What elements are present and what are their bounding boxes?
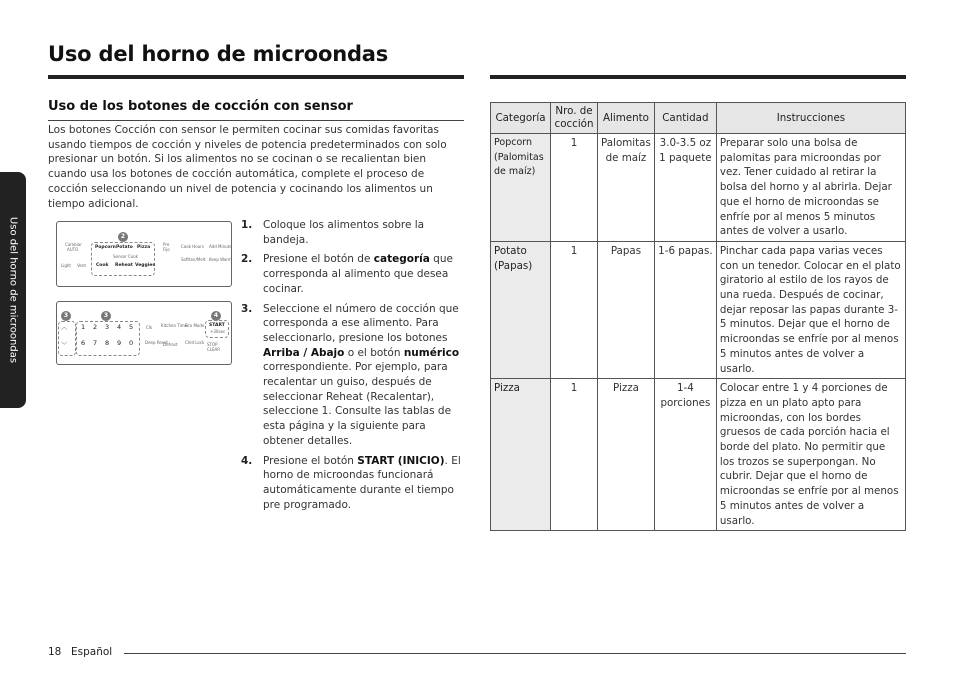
chevron-up-icon: ︿ — [61, 323, 68, 331]
digit-8: 8 — [105, 339, 110, 347]
panel-label: Cook Hours — [181, 244, 204, 249]
control-panel-illustration-sensor — [56, 221, 232, 287]
table-header-row — [491, 103, 906, 134]
step-keyword: categoría — [373, 253, 430, 266]
footer-rule — [124, 653, 906, 654]
panel-label: Chld Lock — [185, 340, 205, 345]
panel-label: Clk — [146, 325, 153, 330]
page-number: 18 — [48, 646, 62, 658]
digit-9: 9 — [117, 339, 122, 347]
step-text: Presione el botón — [263, 454, 358, 467]
header-alimento: Alimento — [598, 103, 655, 134]
cell-categoria: Potato (Papas) — [491, 241, 551, 378]
cell-instrucciones: Pinchar cada papa varias veces con un tenedor. Colocar en el plato giratorio al estilo de los rayos de una rueda. Después de cocinar, dejar reposar las papas durante 3-5 minutos. Dejar que el horno de microondas se enfríe por al menos 5 minutos antes de volver a usarlo. — [716, 241, 905, 378]
table-row — [491, 379, 906, 531]
cell-alimento: Palomitas de maíz — [598, 134, 655, 242]
step-text: . El horno de microondas funcionará automáticamente durante el tiempo pre programado. — [263, 454, 461, 511]
panel-label: Keep Warm — [209, 257, 232, 262]
cell-instrucciones: Colocar entre 1 y 4 porciones de pizza en un plato apto para microondas, con los bordes gruesos de cada porción hacia el borde del plato. No permitir que los trozos se superpongan. No cubrir. Dejar que el horno de microondas se enfríe por al menos 5 minutos antes de volver a usarlo. — [716, 379, 905, 531]
pizza-button: Pizza — [137, 245, 151, 250]
section-divider — [48, 120, 464, 121]
step-text: Seleccione el número de cocción que corresponda a ese alimento. Para seleccionarlo, presione los botones — [263, 302, 459, 344]
title-rule-right — [490, 75, 906, 79]
title-rule-left — [48, 75, 464, 79]
digit-1: 1 — [81, 323, 86, 331]
step-text: Presione el botón de — [263, 253, 374, 266]
cell-nro: 1 — [551, 379, 598, 531]
cell-categoria: Pizza — [491, 379, 551, 531]
step-number: 1. — [241, 219, 253, 231]
cooking-table — [490, 102, 906, 531]
page-title: Uso del horno de microondas — [48, 42, 389, 66]
digit-4: 4 — [117, 323, 122, 331]
section-heading: Uso de los botones de cocción con sensor — [48, 99, 353, 114]
panel-label: Vent — [77, 263, 86, 268]
panel-label: Softten/Melt — [181, 257, 206, 262]
cell-instrucciones: Preparar solo una bolsa de palomitas para microondas por vez. Tener cuidado al retirar la bolsa del horno y al abrirla. Dejar que el horno de microondas se enfríe por al menos 5 minutos antes de volver a usarlo. — [716, 134, 905, 242]
table-row — [491, 134, 906, 242]
callout-3: 3 — [61, 311, 71, 321]
panel-label: Deep Reset — [145, 340, 168, 345]
cell-cantidad: 1-4 porciones — [654, 379, 716, 531]
digit-5: 5 — [129, 323, 134, 331]
step-keyword: Arriba / Abajo — [263, 346, 345, 359]
digit-3: 3 — [105, 323, 110, 331]
step-text: o el botón — [344, 346, 404, 359]
steps-list — [241, 218, 463, 517]
popcorn-button: Popcorn — [95, 245, 116, 250]
step-text: Coloque los alimentos sobre la bandeja. — [263, 219, 425, 246]
step-keyword: numérico — [403, 346, 460, 359]
intro-paragraph: Los botones Cocción con sensor le permiten cocinar sus comidas favoritas usando tiempos de cocción y niveles de potencia predeterminados con solo presionar un botón. Si los alimentos no se cocinan o se recalientan bien cuando usa los botones de cocción automática, complete el proceso de cocción seleccionando un nivel de potencia y cocinando los alimentos un tiempo adicional. — [48, 124, 447, 210]
panel-label: Fijo — [163, 247, 170, 252]
cell-nro: 1 — [551, 241, 598, 378]
step-text: correspondiente. Por ejemplo, para recalentar un guiso, después de seleccionar Reheat (Recalentar), seleccione 1. Consulte las tablas de esta página y la siguiente para obtener detalles. — [263, 361, 452, 447]
digit-0: 0 — [129, 339, 134, 347]
panel-label: Eco Mode — [185, 323, 205, 328]
footer-language: Español — [71, 646, 113, 658]
header-nro-coccion: Nro. de cocción — [551, 103, 598, 134]
panel-label: Add Minute — [209, 244, 232, 249]
step-text: que corresponda al alimento que desea cocinar. — [263, 253, 453, 295]
cell-cantidad: 1-6 papas. — [654, 241, 716, 378]
step-item — [241, 302, 463, 449]
potato-button: Potato — [116, 245, 133, 250]
callout-4: 4 — [211, 311, 221, 321]
panel-label: Pre — [163, 242, 170, 247]
cell-alimento: Papas — [598, 241, 655, 378]
callout-3: 3 — [101, 311, 111, 321]
panel-label: Defrost — [163, 342, 178, 347]
stop-clear-button: STOP CLEAR — [207, 342, 221, 352]
step-number: 3. — [241, 302, 253, 315]
panel-label: Kitchen Timer — [161, 323, 189, 328]
header-cantidad: Cantidad — [654, 103, 716, 134]
step-item — [241, 252, 463, 296]
step-item — [241, 454, 463, 513]
step-number: 4. — [241, 454, 253, 467]
step-item — [241, 218, 463, 247]
callout-2: 2 — [118, 232, 128, 242]
header-instrucciones: Instrucciones — [716, 103, 905, 134]
side-tab — [0, 172, 26, 408]
header-categoria: Categoría — [491, 103, 551, 134]
cell-alimento: Pizza — [598, 379, 655, 531]
table-row — [491, 241, 906, 378]
veggies-button: Veggies — [135, 263, 156, 268]
start-sub-label: +30sec — [210, 329, 226, 334]
start-button: START — [209, 323, 225, 328]
sensor-cook-label: Sensor Cook — [113, 254, 138, 259]
digit-6: 6 — [81, 339, 86, 347]
panel-label: Cambiar — [65, 242, 82, 247]
step-number: 2. — [241, 253, 253, 266]
panel-label: Light — [61, 263, 71, 268]
cell-categoria: Popcorn (Palomitas de maíz) — [491, 134, 551, 242]
cell-nro: 1 — [551, 134, 598, 242]
digit-2: 2 — [93, 323, 98, 331]
side-tab-label: Uso del horno de microondas — [7, 216, 19, 364]
chevron-down-icon: ﹀ — [61, 341, 68, 349]
cell-cantidad: 3.0-3.5 oz 1 paquete — [654, 134, 716, 242]
reheat-button: Reheat — [115, 263, 133, 268]
panel-label: AUTO — [67, 247, 79, 252]
digit-7: 7 — [93, 339, 98, 347]
control-panel-illustration-number — [56, 301, 232, 365]
step-keyword: START (INICIO) — [357, 454, 445, 467]
cook-button: Cook — [96, 263, 109, 268]
